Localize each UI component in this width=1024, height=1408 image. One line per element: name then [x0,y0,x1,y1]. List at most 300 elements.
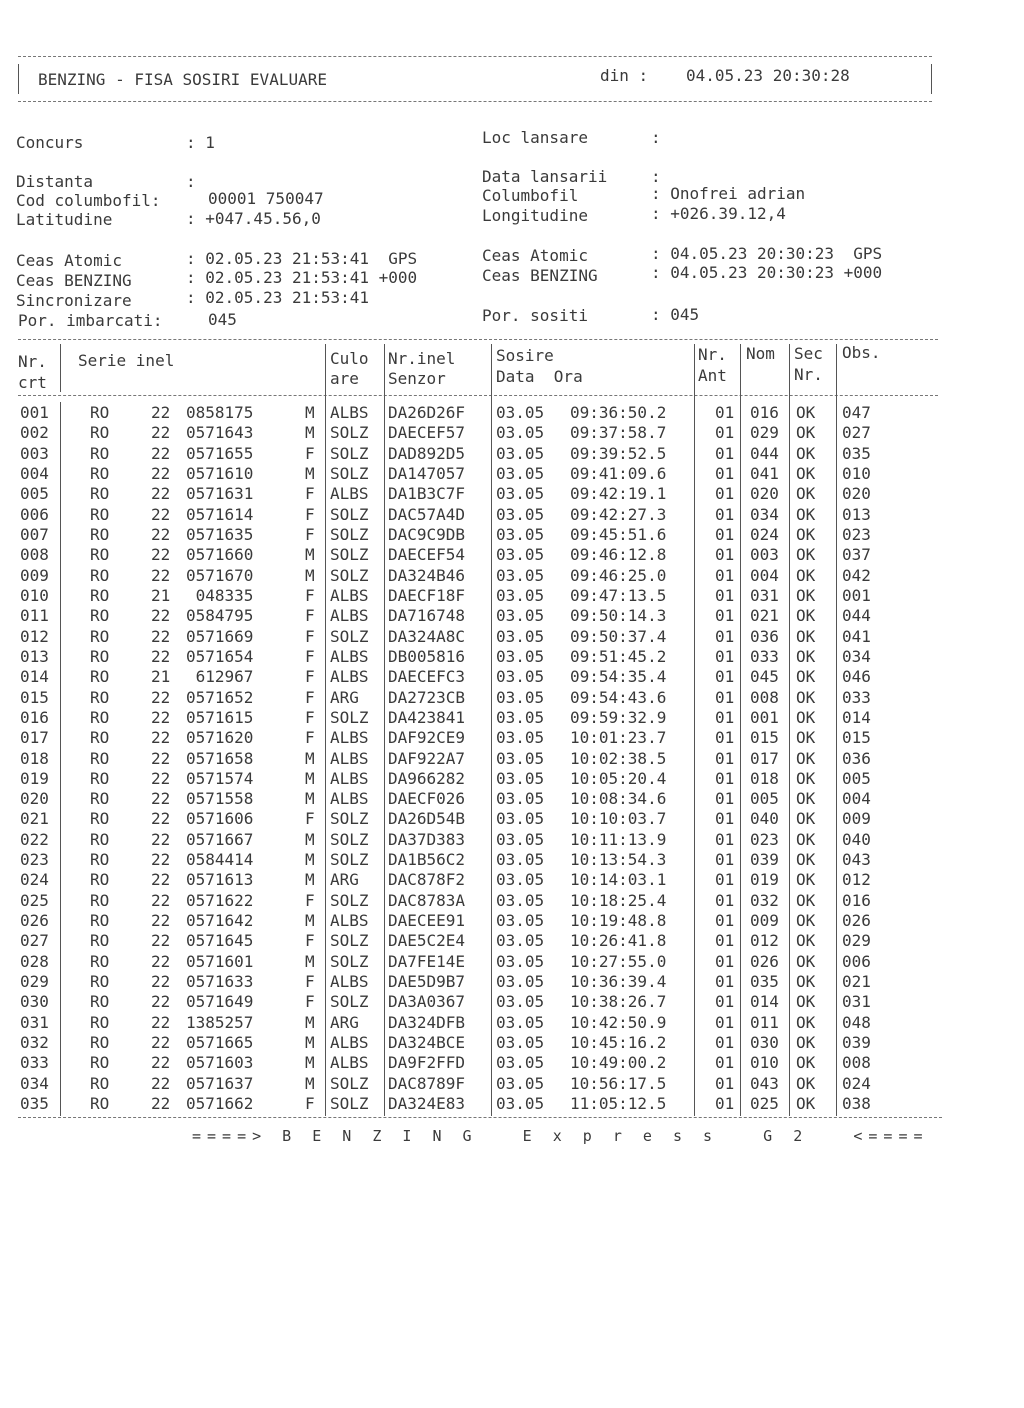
cell-senzor: DB005816 [388,646,466,666]
cell-inel: 0571620 [186,728,254,748]
col-header-culoare-2: are [330,369,359,388]
cell-obs: 008 [842,1053,871,1073]
cell-senzor: DA147057 [388,463,466,483]
cell-ant: 01 [715,646,735,666]
cell-tara: RO [90,829,110,849]
cell-ant: 01 [715,951,735,971]
cell-culoare: ALBS [330,403,369,422]
cell-senzor: DA423841 [388,707,466,727]
ceas-atomic-right-value: : 04.05.23 20:30:23 GPS [651,244,883,263]
cell-ora: 09:54:43.6 [570,687,667,707]
cell-an: 22 [151,423,171,443]
cell-inel: 0571558 [186,789,254,809]
cell-sex: F [305,992,315,1012]
cell-senzor: DA324BCE [388,1033,466,1053]
cell-tara: RO [90,951,110,971]
cell-tara: RO [90,524,110,544]
cell-an: 22 [151,545,171,565]
col-header-crt: crt [18,373,47,392]
cell-obs: 037 [842,545,871,565]
col-header-sec-nr: Nr. [794,365,823,384]
cell-culoare: ALBS [330,606,369,626]
cell-ant: 01 [715,972,735,992]
cell-sex: F [305,606,315,626]
cell-sec: OK [796,789,816,809]
cell-data: 03.05 [496,850,545,870]
cell-ora: 09:59:32.9 [570,707,667,727]
cell-sec: OK [796,646,816,666]
cell-inel: 0571637 [186,1073,254,1093]
cell-ora: 10:05:20.4 [570,768,667,788]
cell-inel: 0571654 [186,646,254,666]
columbofil-label: Columbofil [482,186,579,205]
cell-culoare: ALBS [330,768,369,788]
cell-nom: 010 [750,1053,779,1073]
cell-nom: 021 [750,606,779,626]
cell-ant: 01 [715,687,735,707]
cell-obs: 001 [842,585,871,605]
cell-culoare: ALBS [330,911,369,931]
cell-nom: 009 [750,911,779,931]
cell-nom: 031 [750,585,779,605]
cell-ora: 09:50:37.4 [570,626,667,646]
cell-data: 03.05 [496,768,545,788]
cell-sec: OK [796,1073,816,1093]
cell-an: 22 [151,484,171,504]
cell-nr: 006 [20,504,49,524]
cell-nr: 033 [20,1053,49,1073]
cell-obs: 039 [842,1033,871,1053]
cell-ora: 10:45:16.2 [570,1033,667,1053]
cell-sec: OK [796,992,816,1012]
cell-obs: 020 [842,484,871,504]
cell-inel: 0571614 [186,504,254,524]
cell-ant: 01 [715,504,735,524]
cell-senzor: DA966282 [388,768,466,788]
cell-ant: 01 [715,667,735,687]
cell-senzor: DAC878F2 [388,870,466,890]
cell-tara: RO [90,748,110,768]
ceas-benzing-right-label: Ceas BENZING [482,266,598,285]
cell-sex: F [305,443,315,463]
din-value: 04.05.23 20:30:28 [686,66,850,85]
cell-nom: 023 [750,829,779,849]
cell-nr: 016 [20,707,49,727]
cell-senzor: DA26D54B [388,809,466,829]
cell-ant: 01 [715,463,735,483]
cell-senzor: DAECEF54 [388,545,466,565]
cell-obs: 024 [842,1073,871,1093]
cell-nr: 008 [20,545,49,565]
cell-culoare: ALBS [330,585,369,605]
cell-nom: 015 [750,728,779,748]
cell-data: 03.05 [496,728,545,748]
cell-tara: RO [90,850,110,870]
cell-culoare: SOLZ [330,423,369,443]
cell-sec: OK [796,565,816,585]
cell-culoare: SOLZ [330,626,369,646]
cell-ant: 01 [715,1012,735,1032]
cell-senzor: DAC9C9DB [388,524,466,544]
cell-tara: RO [90,1073,110,1093]
cell-an: 22 [151,1033,171,1053]
cell-ora: 09:39:52.5 [570,443,667,463]
cell-nr: 005 [20,484,49,504]
cell-inel: 0571613 [186,870,254,890]
cell-obs: 013 [842,504,871,524]
cell-an: 21 [151,585,171,605]
cell-senzor: DAE5D9B7 [388,972,466,992]
por-imbarcati-value: 045 [208,310,237,329]
col-header-serie-inel: Serie inel [78,351,175,370]
col-header-sosire: Sosire [496,346,554,365]
cell-nr: 028 [20,951,49,971]
cell-ora: 09:47:13.5 [570,585,667,605]
cell-ora: 10:08:34.6 [570,789,667,809]
latitudine-value: : +047.45.56,0 [186,209,321,228]
cell-sex: F [305,504,315,524]
cell-ant: 01 [715,626,735,646]
cell-nom: 011 [750,1012,779,1032]
cell-culoare: SOLZ [330,707,369,727]
cell-obs: 009 [842,809,871,829]
cell-sec: OK [796,972,816,992]
cell-ora: 10:19:48.8 [570,911,667,931]
cell-sec: OK [796,829,816,849]
table-bottom-border [18,1117,942,1118]
ceas-benzing-right-value: : 04.05.23 20:30:23 +000 [651,263,883,282]
cell-inel: 0571665 [186,1033,254,1053]
col-sep-ant [694,344,695,1116]
cell-inel: 0571642 [186,911,254,931]
cell-nom: 020 [750,484,779,504]
cell-sex: M [305,403,315,422]
col-sep-nr [60,402,61,1116]
cell-ant: 01 [715,565,735,585]
cell-data: 03.05 [496,1012,545,1032]
col-sep-culoare [325,344,326,1116]
cell-data: 03.05 [496,992,545,1012]
cell-nr: 011 [20,606,49,626]
distanta-value: : [186,172,196,191]
cell-inel: 0571643 [186,423,254,443]
cell-sec: OK [796,1012,816,1032]
cell-culoare: SOLZ [330,809,369,829]
ceas-benzing-left-label: Ceas BENZING [16,271,132,290]
por-sositi-value: : 045 [651,305,700,324]
cell-inel: 0571631 [186,484,254,504]
cell-obs: 023 [842,524,871,544]
cell-culoare: ALBS [330,748,369,768]
cell-senzor: DA324B46 [388,565,466,585]
cell-sex: M [305,423,315,443]
cell-senzor: DA37D383 [388,829,466,849]
cell-nr: 002 [20,423,49,443]
cell-culoare: ARG [330,1012,359,1032]
cell-ant: 01 [715,1053,735,1073]
cell-ora: 10:38:26.7 [570,992,667,1012]
cell-culoare: SOLZ [330,992,369,1012]
col-header-sec: Sec [794,344,823,363]
cell-an: 22 [151,707,171,727]
cell-nr: 004 [20,463,49,483]
cell-ant: 01 [715,748,735,768]
cell-obs: 040 [842,829,871,849]
cell-obs: 016 [842,890,871,910]
cell-tara: RO [90,1012,110,1032]
col-header-culoare: Culo [330,349,369,368]
cell-senzor: DA324DFB [388,1012,466,1032]
cell-sec: OK [796,768,816,788]
cell-nom: 017 [750,748,779,768]
cell-an: 22 [151,1073,171,1093]
por-imbarcati-label: Por. imbarcati: [18,311,163,330]
cell-tara: RO [90,890,110,910]
cell-inel: 1385257 [186,1012,254,1032]
cell-data: 03.05 [496,1094,545,1113]
cell-data: 03.05 [496,911,545,931]
cell-data: 03.05 [496,565,545,585]
cell-nom: 018 [750,768,779,788]
cell-culoare: ALBS [330,484,369,504]
header-bottom-border [18,101,932,102]
col-header-data-ora: Data Ora [496,367,583,386]
cell-data: 03.05 [496,1033,545,1053]
cell-ora: 09:37:58.7 [570,423,667,443]
cell-an: 22 [151,850,171,870]
longitudine-value: : +026.39.12,4 [651,204,786,223]
cell-data: 03.05 [496,951,545,971]
cell-ora: 09:42:27.3 [570,504,667,524]
cell-tara: RO [90,606,110,626]
cell-nr: 017 [20,728,49,748]
cell-sex: F [305,484,315,504]
cell-ant: 01 [715,545,735,565]
cell-obs: 014 [842,707,871,727]
cell-ant: 01 [715,606,735,626]
cell-ant: 01 [715,403,735,422]
cell-an: 22 [151,1094,171,1113]
cell-nom: 012 [750,931,779,951]
cell-senzor: DAECEFC3 [388,667,466,687]
cell-nom: 030 [750,1033,779,1053]
cell-sex: M [305,1012,315,1032]
cell-an: 22 [151,606,171,626]
cell-tara: RO [90,463,110,483]
cell-sec: OK [796,1053,816,1073]
cell-an: 22 [151,1012,171,1032]
cell-ora: 09:36:50.2 [570,403,667,422]
cell-nr: 035 [20,1094,49,1113]
cell-data: 03.05 [496,484,545,504]
cell-nom: 001 [750,707,779,727]
cell-nr: 010 [20,585,49,605]
cell-sex: F [305,972,315,992]
cell-culoare: SOLZ [330,1094,369,1113]
cell-sex: M [305,565,315,585]
cell-an: 22 [151,870,171,890]
cell-sex: F [305,585,315,605]
cell-sec: OK [796,463,816,483]
cell-obs: 034 [842,646,871,666]
cell-data: 03.05 [496,687,545,707]
cell-obs: 047 [842,403,871,422]
cell-nom: 034 [750,504,779,524]
cell-nr: 030 [20,992,49,1012]
cell-an: 22 [151,524,171,544]
col-header-nr-ant: Nr. [698,345,727,364]
cell-data: 03.05 [496,890,545,910]
cell-culoare: ARG [330,687,359,707]
cell-sex: M [305,768,315,788]
cell-nr: 029 [20,972,49,992]
cell-senzor: DA716748 [388,606,466,626]
cell-sex: F [305,809,315,829]
cell-an: 22 [151,890,171,910]
cell-nom: 003 [750,545,779,565]
cell-senzor: DA9F2FFD [388,1053,466,1073]
cell-sec: OK [796,931,816,951]
cell-inel: 0571606 [186,809,254,829]
cell-nom: 004 [750,565,779,585]
cell-sex: M [305,870,315,890]
cell-sec: OK [796,748,816,768]
cell-sec: OK [796,728,816,748]
data-lansarii-label: Data lansarii [482,167,608,186]
cell-inel: 0858175 [186,403,254,422]
cell-tara: RO [90,972,110,992]
concurs-value: : 1 [186,133,215,152]
cell-ora: 09:41:09.6 [570,463,667,483]
cell-tara: RO [90,789,110,809]
columbofil-value: : Onofrei adrian [651,184,806,203]
cell-obs: 021 [842,972,871,992]
cell-senzor: DA7FE14E [388,951,466,971]
cell-inel: 0571601 [186,951,254,971]
cell-inel: 0571615 [186,707,254,727]
cell-culoare: SOLZ [330,931,369,951]
cell-ora: 09:46:25.0 [570,565,667,585]
cell-an: 22 [151,789,171,809]
cell-inel: 0571649 [186,992,254,1012]
cell-tara: RO [90,504,110,524]
concurs-label: Concurs [16,133,84,152]
cell-nom: 016 [750,403,779,422]
col-header-ant: Ant [698,366,727,385]
cell-obs: 033 [842,687,871,707]
cell-data: 03.05 [496,748,545,768]
cell-ora: 11:05:12.5 [570,1094,667,1113]
cell-tara: RO [90,707,110,727]
col-header-obs: Obs. [842,343,881,362]
cell-sex: F [305,646,315,666]
cell-culoare: SOLZ [330,890,369,910]
cell-sec: OK [796,809,816,829]
cell-ora: 10:36:39.4 [570,972,667,992]
cell-sec: OK [796,951,816,971]
cell-data: 03.05 [496,707,545,727]
data-lansarii-value: : [651,167,661,186]
cell-ant: 01 [715,992,735,1012]
cell-senzor: DA3A0367 [388,992,466,1012]
cell-nom: 008 [750,687,779,707]
cell-ora: 10:42:50.9 [570,1012,667,1032]
cell-ant: 01 [715,809,735,829]
cell-inel: 0571645 [186,931,254,951]
cell-nom: 025 [750,1094,779,1113]
cell-an: 22 [151,972,171,992]
cell-sex: M [305,1053,315,1073]
cell-senzor: DA1B3C7F [388,484,466,504]
cell-sex: M [305,911,315,931]
cell-an: 22 [151,463,171,483]
cell-tara: RO [90,687,110,707]
col-sep-sec [789,344,790,1116]
cell-obs: 042 [842,565,871,585]
cell-nom: 044 [750,443,779,463]
cell-data: 03.05 [496,524,545,544]
cell-inel: 0571669 [186,626,254,646]
cell-an: 22 [151,626,171,646]
cell-ora: 10:13:54.3 [570,850,667,870]
cell-senzor: DAD892D5 [388,443,466,463]
cell-ant: 01 [715,931,735,951]
sincronizare-label: Sincronizare [16,291,132,310]
col-sep-senzor [384,344,385,1116]
cell-senzor: DA26D26F [388,403,466,422]
cell-nr: 023 [20,850,49,870]
cell-inel: 0571574 [186,768,254,788]
cell-sex: F [305,1094,315,1113]
cell-an: 22 [151,911,171,931]
cell-an: 22 [151,504,171,524]
cell-senzor: DAF92CE9 [388,728,466,748]
col-sep-nom [740,344,741,1116]
cell-data: 03.05 [496,829,545,849]
cell-tara: RO [90,646,110,666]
cell-sec: OK [796,524,816,544]
cell-nom: 040 [750,809,779,829]
cell-tara: RO [90,565,110,585]
cell-an: 22 [151,951,171,971]
cell-ora: 09:45:51.6 [570,524,667,544]
cell-data: 03.05 [496,667,545,687]
cell-sec: OK [796,667,816,687]
cell-culoare: SOLZ [330,524,369,544]
cell-an: 22 [151,931,171,951]
cell-ant: 01 [715,707,735,727]
cell-tara: RO [90,585,110,605]
cell-culoare: SOLZ [330,1073,369,1093]
cell-senzor: DAECEE91 [388,911,466,931]
cell-tara: RO [90,809,110,829]
cell-ora: 10:26:41.8 [570,931,667,951]
cell-nom: 019 [750,870,779,890]
cell-sec: OK [796,626,816,646]
cell-ora: 09:50:14.3 [570,606,667,626]
cell-senzor: DAECF026 [388,789,466,809]
cell-data: 03.05 [496,809,545,829]
cell-ant: 01 [715,911,735,931]
cell-obs: 006 [842,951,871,971]
cell-inel: 0571670 [186,565,254,585]
cell-an: 22 [151,768,171,788]
cell-sex: M [305,463,315,483]
cell-culoare: SOLZ [330,504,369,524]
cell-an: 22 [151,992,171,1012]
cell-obs: 041 [842,626,871,646]
cell-inel: 0571603 [186,1053,254,1073]
